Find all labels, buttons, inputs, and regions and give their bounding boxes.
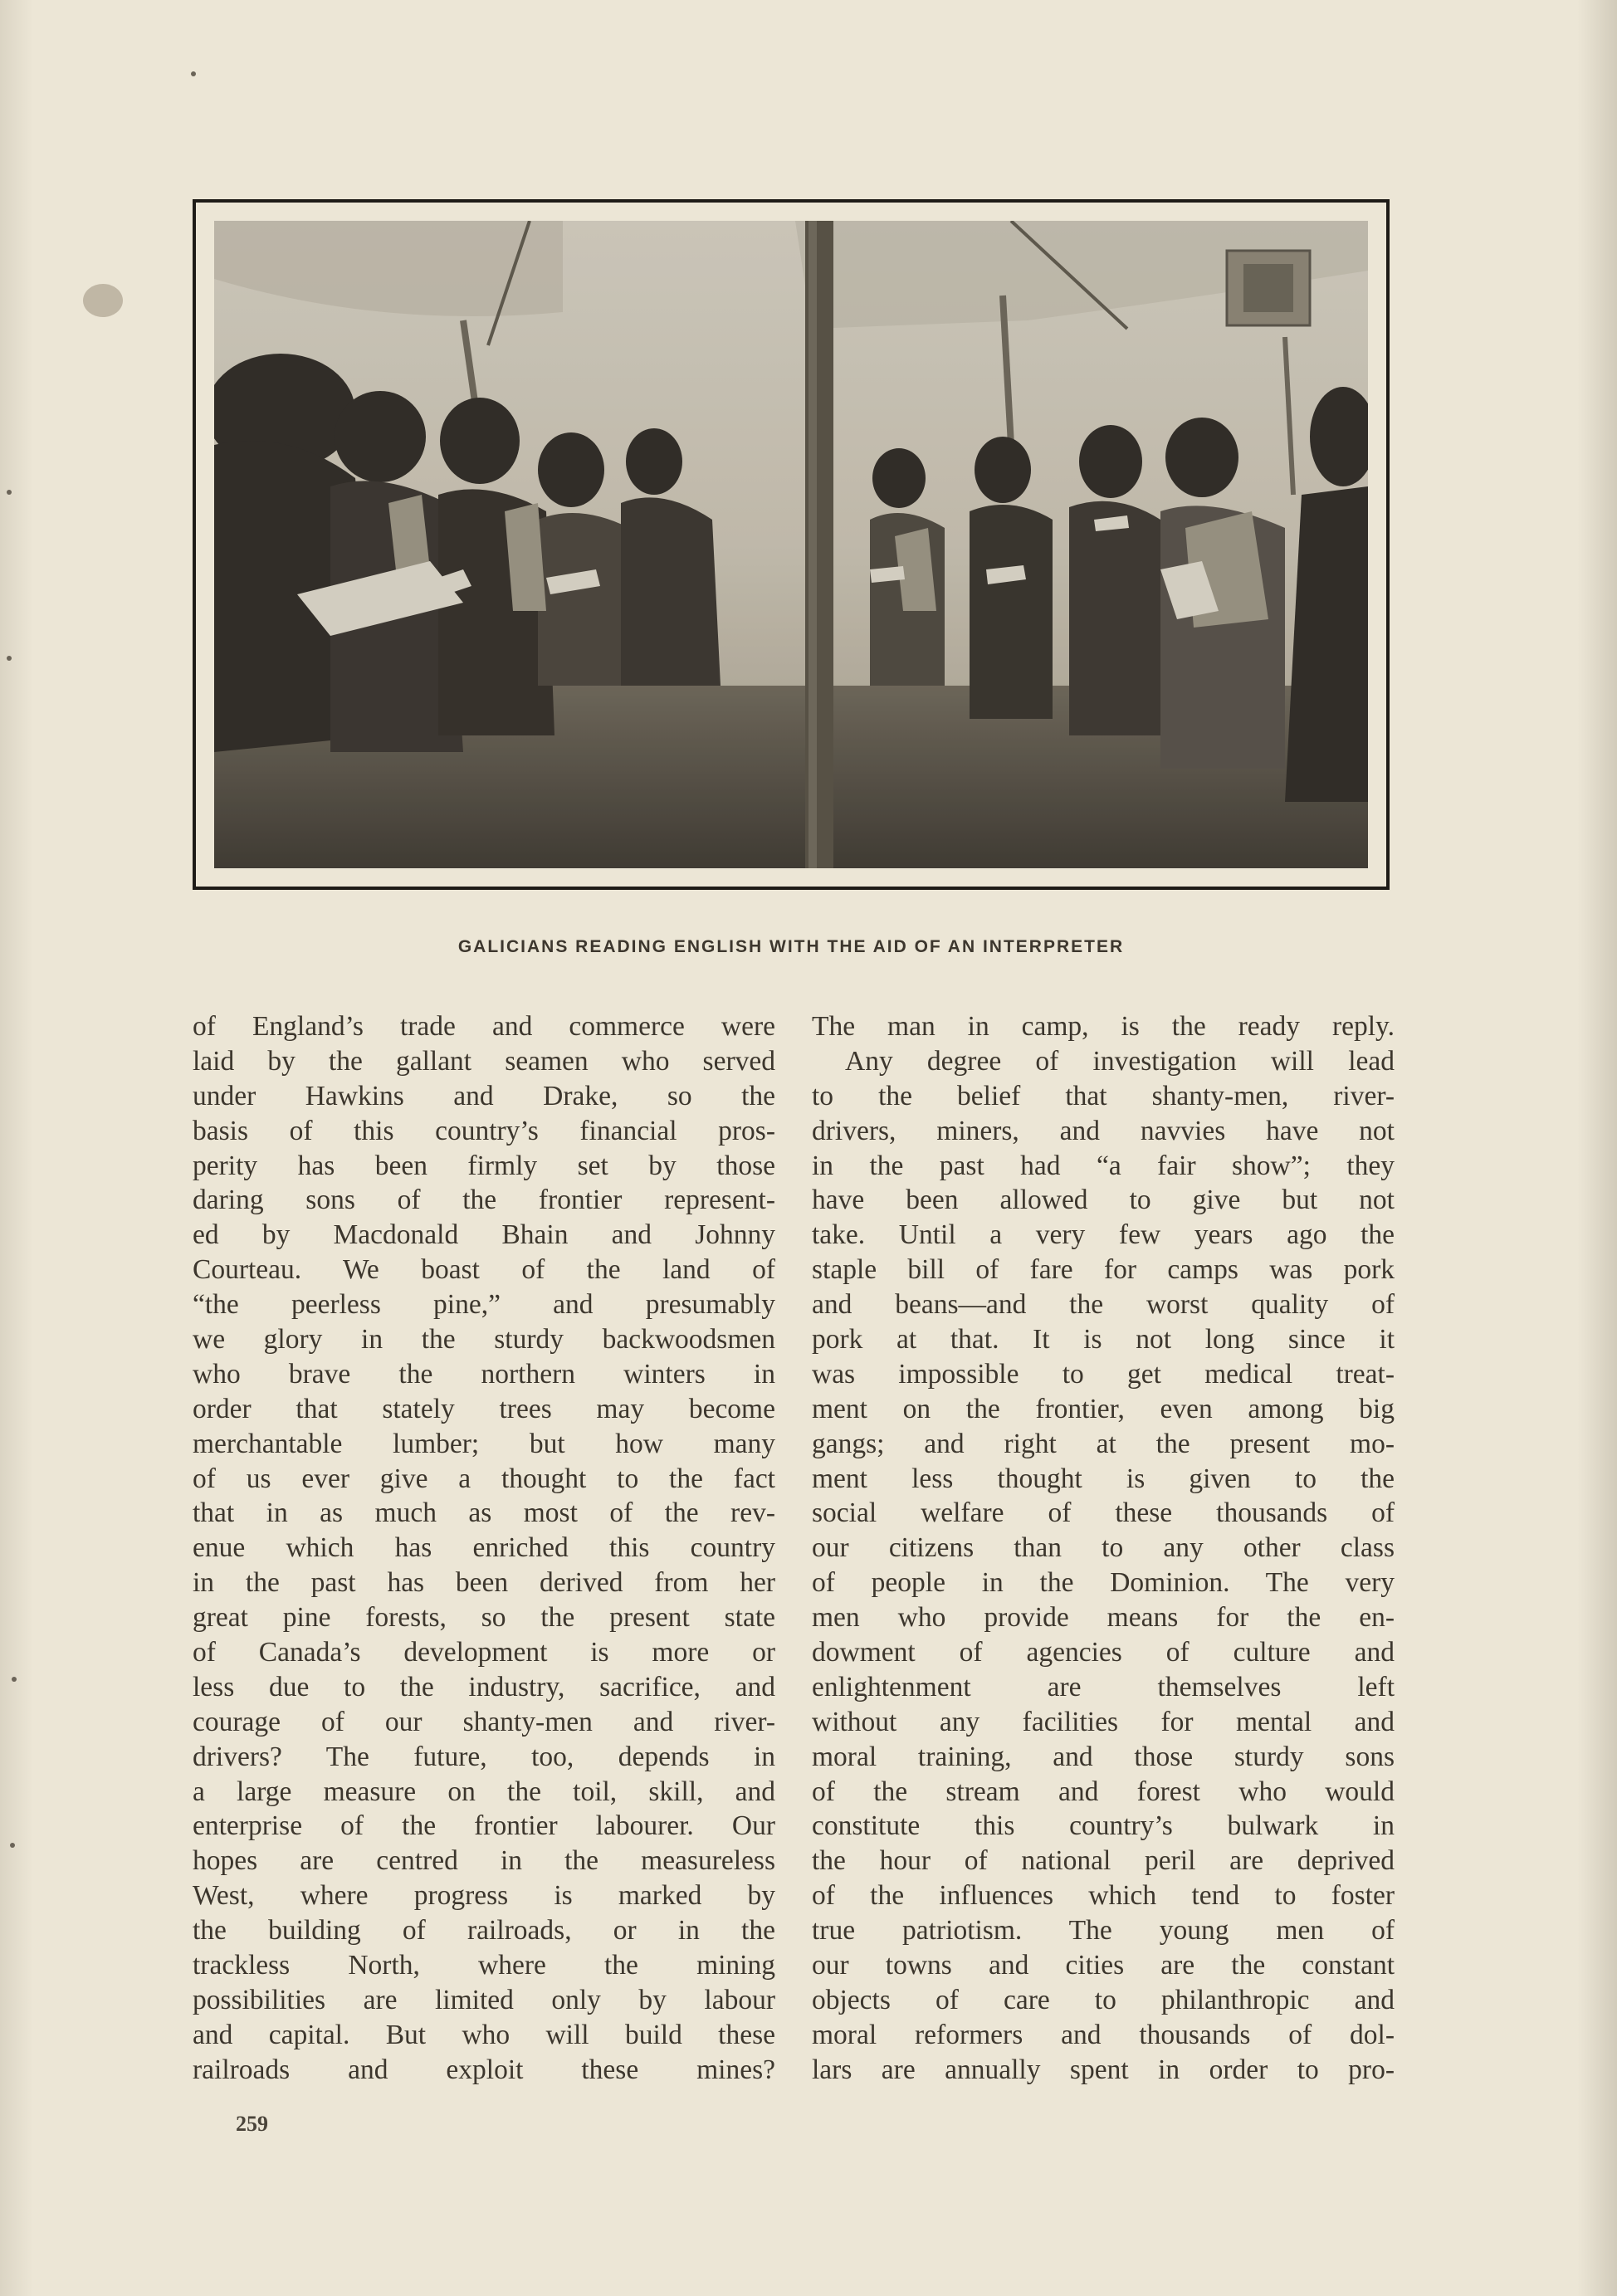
text-line: constitute this country’s bulwark in [812, 1810, 1395, 1842]
text-line: ed by Macdonald Bhain and Johnny [193, 1219, 775, 1251]
text-line: we glory in the sturdy backwoodsmen [193, 1324, 775, 1356]
margin-speck [10, 1843, 15, 1848]
text-line: moral reformers and thousands of dol- [812, 2019, 1395, 2050]
margin-speck [7, 656, 12, 661]
text-line: under Hawkins and Drake, so the [193, 1080, 775, 1111]
text-line: of the influences which tend to foster [812, 1880, 1395, 1912]
text-line: order that stately trees may become [193, 1393, 775, 1424]
text-line: drivers, miners, and navvies have not [812, 1115, 1395, 1146]
text-line: Any degree of investigation will lead [845, 1045, 1395, 1077]
text-line: objects of care to philanthropic and [812, 1984, 1395, 2015]
text-column-right [812, 1009, 1395, 2088]
text-line: possibilities are limited only by labour [193, 1984, 775, 2015]
text-line: of England’s trade and commerce were [193, 1011, 775, 1042]
text-line: men who provide means for the en- [812, 1602, 1395, 1634]
text-line: in the past has been derived from her [193, 1567, 775, 1599]
text-line: “the peerless pine,” and presumably [193, 1289, 775, 1321]
text-line: moral training, and those sturdy sons [812, 1741, 1395, 1772]
text-line: was impossible to get medical treat- [812, 1358, 1395, 1390]
text-line: the hour of national peril are deprived [812, 1845, 1395, 1877]
text-line: of us ever give a thought to the fact [193, 1463, 775, 1494]
page-edge-shadow [1577, 0, 1617, 2296]
text-line: The man in camp, is the ready reply. [812, 1011, 1395, 1042]
text-line: hopes are centred in the measureless [193, 1845, 775, 1877]
text-line: drivers? The future, too, depends in [193, 1741, 775, 1772]
text-line: have been allowed to give but not [812, 1185, 1395, 1216]
text-line: social welfare of these thousands of [812, 1497, 1395, 1529]
text-line: ment less thought is given to the [812, 1463, 1395, 1494]
text-line: of people in the Dominion. The very [812, 1567, 1395, 1599]
figure-frame [193, 199, 1390, 890]
text-line: basis of this country’s financial pros- [193, 1115, 775, 1146]
text-line: railroads and exploit these mines? [193, 2054, 775, 2085]
text-line: gangs; and right at the present mo- [812, 1428, 1395, 1459]
text-line: true patriotism. The young men of [812, 1915, 1395, 1947]
text-line: our citizens than to any other class [812, 1532, 1395, 1564]
text-line: without any facilities for mental and [812, 1706, 1395, 1737]
text-line: of Canada’s development is more or [193, 1637, 775, 1668]
text-line: perity has been firmly set by those [193, 1150, 775, 1181]
figure-photograph [214, 221, 1368, 868]
margin-speck [7, 490, 12, 495]
text-line: less due to the industry, sacrifice, and [193, 1671, 775, 1702]
text-line: and capital. But who will build these [193, 2019, 775, 2050]
text-line: to the belief that shanty-men, river- [812, 1080, 1395, 1111]
margin-speck [12, 1677, 17, 1682]
text-line: enterprise of the frontier labourer. Our [193, 1810, 775, 1842]
text-line: merchantable lumber; but how many [193, 1428, 775, 1459]
text-line: that in as much as most of the rev- [193, 1497, 775, 1529]
text-line: dowment of agencies of culture and [812, 1637, 1395, 1668]
text-line: enlightenment are themselves left [812, 1671, 1395, 1702]
text-line: in the past had “a fair show”; they [812, 1150, 1395, 1181]
text-line: a large measure on the toil, skill, and [193, 1776, 775, 1807]
text-line: of the stream and forest who would [812, 1776, 1395, 1807]
margin-speck [191, 71, 196, 76]
text-line: who brave the northern winters in [193, 1358, 775, 1390]
text-line: enue which has enriched this country [193, 1532, 775, 1564]
text-line: West, where progress is marked by [193, 1880, 775, 1912]
text-line: Courteau. We boast of the land of [193, 1254, 775, 1286]
page-number: 259 [236, 2112, 268, 2136]
text-line: the building of railroads, or in the [193, 1915, 775, 1947]
text-line: courage of our shanty-men and river- [193, 1706, 775, 1737]
text-line: ment on the frontier, even among big [812, 1393, 1395, 1424]
photograph-illustration [214, 221, 1368, 868]
text-line: daring sons of the frontier represent- [193, 1185, 775, 1216]
text-line: and beans—and the worst quality of [812, 1289, 1395, 1321]
text-line: take. Until a very few years ago the [812, 1219, 1395, 1251]
spine-shadow [0, 0, 33, 2296]
text-column-left [193, 1009, 775, 2088]
text-line: trackless North, where the mining [193, 1950, 775, 1981]
page-stain [83, 284, 123, 317]
text-line: our towns and cities are the constant [812, 1950, 1395, 1981]
text-line: lars are annually spent in order to pro- [812, 2054, 1395, 2085]
text-line: pork at that. It is not long since it [812, 1324, 1395, 1356]
figure-caption: GALICIANS READING ENGLISH WITH THE AID OF AN INTERPRETER [457, 937, 1125, 956]
text-line: laid by the gallant seamen who served [193, 1045, 775, 1077]
text-line: great pine forests, so the present state [193, 1602, 775, 1634]
text-line: staple bill of fare for camps was pork [812, 1254, 1395, 1286]
